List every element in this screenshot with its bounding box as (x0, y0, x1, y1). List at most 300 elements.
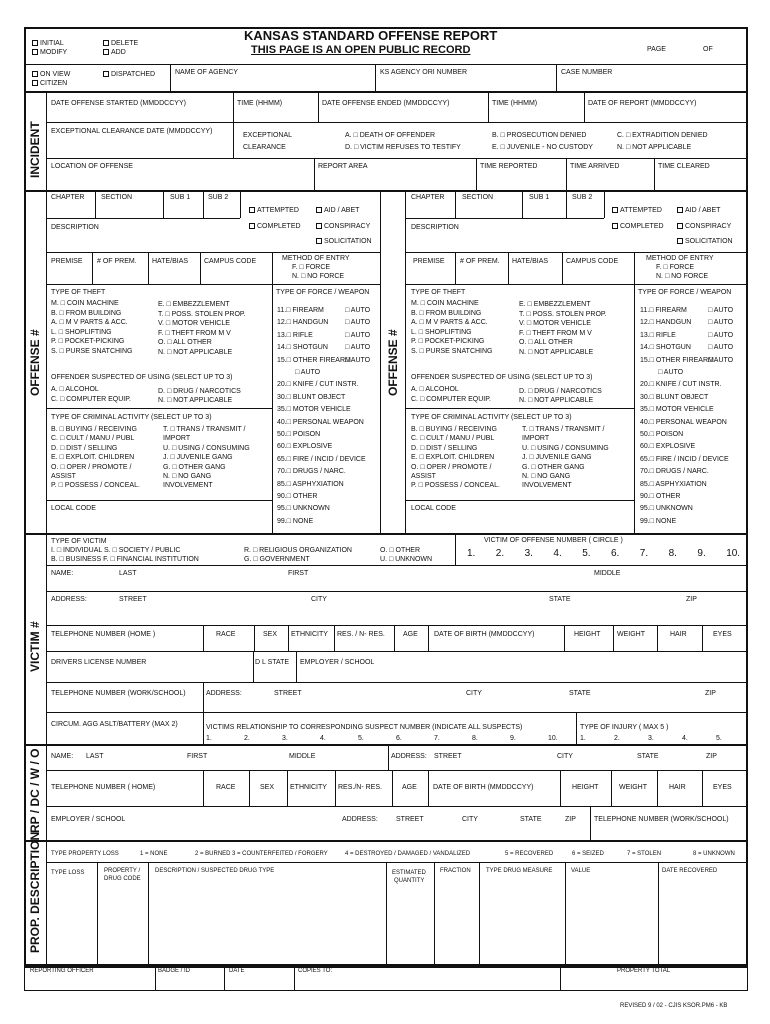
type-of-victim-title: TYPE OF VICTIM (51, 538, 107, 545)
solicitation-check-2[interactable]: SOLICITATION (677, 237, 733, 246)
victim-first[interactable]: FIRST (288, 570, 309, 577)
weapon-option[interactable]: 12.□ HANDGUN (640, 319, 692, 327)
rp-dob[interactable]: DATE OF BIRTH (MMDDCCYY) (433, 784, 534, 791)
victim-offense-number[interactable]: 7. (639, 548, 649, 559)
auto-check[interactable]: □ AUTO (708, 356, 734, 364)
injury-number[interactable]: 2. (614, 735, 620, 742)
theft-option[interactable]: F. □ THEFT FROM M V (158, 329, 231, 337)
weapon-option[interactable]: 90.□ OTHER (277, 493, 318, 500)
relationship-number[interactable]: 3. (282, 735, 288, 742)
num-premises-field-2[interactable]: # OF PREM. (460, 258, 500, 265)
method-of-entry: METHOD OF ENTRY (282, 255, 350, 262)
rp-residency[interactable]: RES./N- RES. (338, 784, 382, 791)
hate-bias-field[interactable]: HATE/BIAS (152, 258, 189, 265)
weapon-option[interactable]: 30.□ BLUNT OBJECT (640, 393, 709, 401)
campus-code-field[interactable]: CAMPUS CODE (204, 258, 257, 265)
time-ended[interactable]: TIME (HHMM) (492, 100, 538, 107)
theft-option[interactable]: E. □ EMBEZZLEMENT (158, 301, 230, 308)
prop-date-recovered[interactable]: DATE RECOVERED (662, 868, 718, 874)
weapon-option[interactable]: 90.□ OTHER (640, 493, 681, 500)
victim-weight[interactable]: WEIGHT (617, 631, 645, 638)
criminal-option[interactable]: T. □ TRANS / TRANSMIT / (522, 426, 605, 433)
criminal-option[interactable]: O. □ OPER / PROMOTE / (51, 463, 132, 471)
criminal-option[interactable]: C. □ CULT / MANU / PUBL (411, 435, 495, 443)
criminal-option[interactable]: D. □ DIST / SELLING (51, 444, 118, 452)
date-offense-started[interactable]: DATE OFFENSE STARTED (MMDDCCYY) (51, 100, 186, 107)
criminal-option[interactable]: B. □ BUYING / RECEIVING (411, 426, 497, 433)
rp-height[interactable]: HEIGHT (572, 784, 599, 791)
theft-option[interactable]: N. □ NOT APPLICABLE (519, 349, 594, 356)
theft-option[interactable]: L. □ SHOPLIFTING (51, 328, 112, 336)
criminal-activity-title: TYPE OF CRIMINAL ACTIVITY (SELECT UP TO 3) (51, 414, 212, 421)
rp-tel-home[interactable]: TELEPHONE NUMBER ( HOME) (51, 784, 156, 791)
exc-juvenile[interactable]: E. □ JUVENILE - NO CUSTODY (492, 144, 593, 151)
victim-employer[interactable]: EMPLOYER / SCHOOL (300, 659, 375, 666)
weapon-option[interactable]: 35.□ MOTOR VEHICLE (640, 406, 714, 414)
exc-prosecution-denied[interactable]: B. □ PROSECUTION DENIED (492, 132, 587, 139)
exceptional-clearance-date[interactable]: EXCEPTIONAL CLEARANCE DATE (MMDDCCYY) (51, 128, 213, 135)
victim-street[interactable]: STREET (119, 596, 147, 603)
victim-offense-number[interactable]: 6. (611, 548, 620, 559)
theft-option[interactable]: B. □ FROM BUILDING (51, 309, 122, 317)
criminal-activity-title-2: TYPE OF CRIMINAL ACTIVITY (SELECT UP TO 3) (411, 414, 572, 421)
weapon-option[interactable]: 65.□ FIRE / INCID / DEVICE (277, 455, 366, 463)
theft-option[interactable]: S. □ PURSE SNATCHING (51, 348, 133, 355)
rp-eyes[interactable]: EYES (713, 784, 732, 791)
weapon-option[interactable]: 15.□ OTHER FIREARM (640, 356, 714, 364)
victim-address2-label: ADDRESS: (206, 690, 242, 697)
chapter-field-2[interactable]: CHAPTER (411, 194, 445, 201)
criminal-option[interactable]: E. □ EXPLOIT. CHILDREN (51, 454, 135, 462)
theft-option[interactable]: T. □ POSS. STOLEN PROP. (158, 310, 246, 318)
criminal-option[interactable]: J. □ JUVENILE GANG (163, 454, 233, 462)
time-cleared[interactable]: TIME CLEARED (658, 163, 710, 170)
description-field[interactable]: DESCRIPTION (51, 224, 99, 231)
auto-check[interactable]: □ AUTO (658, 369, 684, 376)
rp-work-city[interactable]: CITY (462, 816, 478, 823)
auto-check[interactable]: □ AUTO (708, 344, 734, 352)
auto-check[interactable]: □ AUTO (345, 319, 371, 327)
chapter-field[interactable]: CHAPTER (51, 194, 85, 201)
criminal-option[interactable]: O. □ OPER / PROMOTE / (411, 463, 492, 471)
weapon-option[interactable]: 60.□ EXPLOSIVE (640, 443, 696, 451)
type-of-injury-title: TYPE OF INJURY ( MAX 5 ) (580, 724, 669, 731)
weapon-option[interactable]: 20.□ KNIFE / CUT INSTR. (640, 381, 722, 389)
criminal-option[interactable]: INVOLVEMENT (522, 482, 572, 490)
theft-option[interactable]: P. □ POCKET-PICKING (51, 338, 125, 346)
relationship-number[interactable]: 10. (548, 735, 558, 742)
hate-bias-field-2[interactable]: HATE/BIAS (512, 258, 549, 265)
property-loss-code: 1 = NONE (140, 851, 168, 857)
weapon-option[interactable]: 60.□ EXPLOSIVE (277, 443, 333, 451)
criminal-option[interactable]: G. □ OTHER GANG (163, 463, 226, 471)
auto-check[interactable]: □ AUTO (345, 356, 371, 364)
weapon-option[interactable]: 99.□ NONE (640, 517, 677, 525)
criminal-option[interactable]: U. □ USING / CONSUMING (522, 444, 609, 452)
rp-work-state[interactable]: STATE (520, 816, 542, 823)
exceptional-label: EXCEPTIONAL (243, 132, 293, 139)
weapon-option[interactable]: 14.□ SHOTGUN (640, 344, 691, 352)
theft-option[interactable]: E. □ EMBEZZLEMENT (519, 301, 591, 308)
sus-computer[interactable]: C. □ COMPUTER EQUIP. (51, 396, 131, 403)
check-add[interactable]: ADD (103, 48, 126, 57)
relationship-number[interactable]: 4. (320, 735, 326, 742)
theft-option[interactable]: S. □ PURSE SNATCHING (411, 348, 493, 355)
reporting-officer[interactable]: REPORTING OFFICER (30, 968, 94, 974)
date-of-report[interactable]: DATE OF REPORT (MMDDCCYY) (588, 100, 697, 107)
rp-zip[interactable]: ZIP (706, 753, 717, 760)
theft-option[interactable]: N. □ NOT APPLICABLE (158, 349, 233, 356)
premise-field-2[interactable]: PREMISE (413, 258, 445, 265)
property-total[interactable]: PROPERTY TOTAL (617, 968, 671, 974)
victim-work-city[interactable]: CITY (466, 690, 482, 697)
victim-offense-number[interactable]: 2. (495, 548, 505, 559)
criminal-option[interactable]: T. □ TRANS / TRANSMIT / (163, 426, 246, 433)
theft-option[interactable]: F. □ THEFT FROM M V (519, 329, 592, 337)
exc-not-applicable[interactable]: N. □ NOT APPLICABLE (617, 144, 692, 151)
auto-check[interactable]: □ AUTO (295, 369, 321, 376)
sub1-field[interactable]: SUB 1 (170, 194, 191, 201)
suspected-title-2: OFFENDER SUSPECTED OF USING (SELECT UP TO 3) (411, 374, 593, 381)
auto-check[interactable]: □ AUTO (708, 307, 734, 314)
criminal-option[interactable]: ASSIST (51, 473, 76, 480)
victim-type-row1[interactable]: I. □ INDIVIDUAL S. □ SOCIETY / PUBLIC (51, 547, 181, 554)
weapon-option[interactable]: 35.□ MOTOR VEHICLE (277, 406, 351, 414)
victim-zip[interactable]: ZIP (686, 596, 697, 603)
rp-address-label: ADDRESS: (391, 753, 427, 760)
check-citizen[interactable]: CITIZEN (32, 79, 67, 88)
victim-ethnicity[interactable]: ETHNICITY (291, 631, 328, 638)
victim-sex[interactable]: SEX (263, 631, 278, 638)
relationship-number[interactable]: 6. (396, 735, 402, 742)
report-area[interactable]: REPORT AREA (318, 163, 368, 170)
victim-race[interactable]: RACE (216, 631, 236, 638)
prop-value[interactable]: VALUE (571, 868, 591, 874)
rp-age[interactable]: AGE (402, 784, 417, 791)
sus-alcohol-2[interactable]: A. □ ALCOHOL (411, 386, 459, 393)
incident-side-label: INCIDENT (28, 121, 42, 178)
rp-middle[interactable]: MIDDLE (289, 753, 316, 760)
weapon-option[interactable]: 13.□ RIFLE (277, 331, 313, 339)
theft-option[interactable]: B. □ FROM BUILDING (411, 309, 482, 317)
local-code-field[interactable]: LOCAL CODE (51, 505, 96, 512)
injury-number[interactable]: 3. (648, 735, 654, 742)
victim-offense-number[interactable]: 3. (524, 548, 533, 559)
rp-employer[interactable]: EMPLOYER / SCHOOL (51, 816, 126, 823)
criminal-option[interactable]: N. □ NO GANG (163, 473, 212, 480)
check-modify[interactable]: MODIFY (32, 48, 67, 57)
weapon-option[interactable]: 14.□ SHOTGUN (277, 344, 328, 352)
rp-work-zip[interactable]: ZIP (565, 816, 576, 823)
type-of-theft-title: TYPE OF THEFT (51, 289, 106, 296)
victim-address-label: ADDRESS: (51, 596, 87, 603)
theft-option[interactable]: M. □ COIN MACHINE (51, 300, 119, 307)
weapon-option[interactable]: 95.□ UNKNOWN (640, 505, 693, 513)
rp-ethnicity[interactable]: ETHNICITY (290, 784, 327, 791)
victim-name-label: NAME: (51, 570, 74, 577)
no-force-check-2[interactable]: N. □ NO FORCE (656, 273, 709, 280)
victim-type-other[interactable]: O. □ OTHER (380, 547, 421, 554)
weapon-option[interactable]: 85.□ ASPHYXIATION (640, 480, 707, 488)
conspiracy-check[interactable]: CONSPIRACY (316, 222, 370, 231)
rp-tel-work[interactable]: TELEPHONE NUMBER (WORK/SCHOOL) (594, 816, 729, 823)
weapon-option[interactable]: 40.□ PERSONAL WEAPON (277, 418, 364, 426)
weapon-option[interactable]: 65.□ FIRE / INCID / DEVICE (640, 455, 729, 463)
page-label: PAGE (647, 46, 666, 53)
force-check-2[interactable]: F. □ FORCE (656, 264, 695, 271)
criminal-option[interactable]: J. □ JUVENILE GANG (522, 454, 592, 462)
auto-check[interactable]: □ AUTO (345, 331, 371, 339)
sub2-field[interactable]: SUB 2 (208, 194, 229, 201)
property-loss-code: 2 = BURNED (195, 851, 231, 857)
weapon-option[interactable]: 40.□ PERSONAL WEAPON (640, 418, 727, 426)
weapon-option[interactable]: 50.□ POISON (640, 431, 684, 438)
criminal-option[interactable]: B. □ BUYING / RECEIVING (51, 426, 137, 433)
prop-type-loss[interactable]: TYPE LOSS (51, 870, 85, 876)
rp-race[interactable]: RACE (216, 784, 236, 791)
time-started[interactable]: TIME (HHMM) (237, 100, 283, 107)
sus-not-applicable-2[interactable]: N. □ NOT APPLICABLE (519, 397, 594, 404)
auto-check[interactable]: □ AUTO (345, 307, 371, 314)
property-loss-code: 3 = COUNTERFEITED / FORGERY (232, 851, 328, 857)
local-code-field-2[interactable]: LOCAL CODE (411, 505, 456, 512)
check-on-view[interactable]: ON VIEW (32, 70, 70, 79)
attempted-check-2[interactable]: ATTEMPTED (612, 206, 662, 215)
sus-alcohol[interactable]: A. □ ALCOHOL (51, 386, 99, 393)
sub2-field-2[interactable]: SUB 2 (572, 194, 593, 201)
theft-option[interactable]: P. □ POCKET-PICKING (411, 338, 485, 346)
rp-sex[interactable]: SEX (260, 784, 275, 791)
weapon-option[interactable]: 99.□ NONE (277, 517, 314, 525)
completed-check[interactable]: COMPLETED (249, 222, 301, 231)
case-number-field[interactable]: CASE NUMBER (561, 69, 613, 76)
rp-street[interactable]: STREET (434, 753, 462, 760)
relationship-number[interactable]: 8. (472, 735, 478, 742)
victim-hair[interactable]: HAIR (670, 631, 687, 638)
rp-weight[interactable]: WEIGHT (619, 784, 647, 791)
rp-last[interactable]: LAST (86, 753, 104, 760)
injury-number[interactable]: 5. (716, 735, 722, 742)
badge-id[interactable]: BADGE / ID (158, 968, 191, 974)
victim-dl-state[interactable]: D L STATE (255, 659, 290, 666)
check-delete[interactable]: DELETE (103, 39, 138, 48)
criminal-option[interactable]: N. □ NO GANG (522, 473, 571, 480)
victim-tel-home[interactable]: TELEPHONE NUMBER (HOME ) (51, 631, 156, 638)
check-initial[interactable]: INITIAL (32, 39, 64, 48)
theft-option[interactable]: A. □ M V PARTS & ACC. (411, 319, 488, 327)
exc-victim-refuses[interactable]: D. □ VICTIM REFUSES TO TESTIFY (345, 144, 461, 151)
victim-type-unknown[interactable]: U. □ UNKNOWN (380, 556, 433, 563)
theft-option[interactable]: V. □ MOTOR VEHICLE (519, 320, 591, 328)
criminal-option[interactable]: P. □ POSSESS / CONCEAL. (51, 482, 140, 490)
theft-option[interactable]: O. □ ALL OTHER (158, 339, 212, 347)
prop-description[interactable]: DESCRIPTION / SUSPECTED DRUG TYPE (155, 868, 275, 874)
weapon-option[interactable]: 15.□ OTHER FIREARM (277, 356, 351, 364)
victim-work-street[interactable]: STREET (274, 690, 302, 697)
sus-not-applicable[interactable]: N. □ NOT APPLICABLE (158, 397, 233, 404)
relationship-number[interactable]: 9. (510, 735, 516, 742)
victim-offense-number[interactable]: 10. (726, 548, 741, 559)
footer-frame (24, 964, 748, 991)
no-force-check[interactable]: N. □ NO FORCE (292, 273, 345, 280)
victim-work-zip[interactable]: ZIP (705, 690, 716, 697)
num-premises-field[interactable]: # OF PREM. (97, 258, 137, 265)
property-loss-code: 8 = UNKNOWN (693, 851, 735, 857)
theft-option[interactable]: T. □ POSS. STOLEN PROP. (519, 310, 607, 318)
rp-name-label: NAME: (51, 753, 74, 760)
exc-extradition-denied[interactable]: C. □ EXTRADITION DENIED (617, 132, 708, 139)
weapon-title: TYPE OF FORCE / WEAPON (276, 289, 370, 296)
aid-abet-check-2[interactable]: AID / ABET (677, 206, 720, 215)
rp-city[interactable]: CITY (557, 753, 573, 760)
revised-note: REVISED 9 / 02 - CJIS KSOR.PM6 - KB (620, 1003, 728, 1009)
victim-tel-work[interactable]: TELEPHONE NUMBER (WORK/SCHOOL) (51, 690, 186, 697)
victim-offense-number[interactable]: 4. (553, 548, 562, 559)
victim-type-religious[interactable]: R. □ RELIGIOUS ORGANIZATION (244, 547, 352, 554)
victim-height[interactable]: HEIGHT (574, 631, 601, 638)
rp-hair[interactable]: HAIR (669, 784, 686, 791)
aid-abet-check[interactable]: AID / ABET (316, 206, 359, 215)
prop-estimated[interactable]: ESTIMATED (392, 870, 426, 876)
prop-drug-code[interactable]: DRUG CODE (104, 876, 141, 882)
relationship-number[interactable]: 1. (206, 735, 212, 742)
solicitation-check[interactable]: SOLICITATION (316, 237, 372, 246)
ks-agency-ori-field[interactable]: KS AGENCY ORI NUMBER (380, 69, 468, 76)
victim-middle[interactable]: MIDDLE (594, 570, 621, 577)
theft-option[interactable]: M. □ COIN MACHINE (411, 300, 479, 307)
weapon-option[interactable]: 95.□ UNKNOWN (277, 505, 330, 513)
victim-last[interactable]: LAST (119, 570, 137, 577)
prop-loss-title: TYPE PROPERTY LOSS (51, 851, 119, 857)
suspected-title: OFFENDER SUSPECTED OF USING (SELECT UP TO 3) (51, 374, 233, 381)
criminal-option[interactable]: IMPORT (163, 435, 191, 443)
auto-check[interactable]: □ AUTO (345, 344, 371, 352)
type-of-theft-title-2: TYPE OF THEFT (411, 289, 466, 296)
sus-drug[interactable]: D. □ DRUG / NARCOTICS (158, 388, 241, 395)
weapon-option[interactable]: 11.□ FIREARM (640, 307, 687, 314)
rp-state[interactable]: STATE (637, 753, 659, 760)
injury-number[interactable]: 4. (682, 735, 688, 742)
theft-option[interactable]: L. □ SHOPLIFTING (411, 328, 472, 336)
victim-drivers-license[interactable]: DRIVERS LICENSE NUMBER (51, 659, 147, 666)
form-title: KANSAS STANDARD OFFENSE REPORT (244, 28, 498, 43)
weapon-option[interactable]: 11.□ FIREARM (277, 307, 324, 314)
weapon-option[interactable]: 50.□ POISON (277, 431, 321, 438)
sub1-field-2[interactable]: SUB 1 (529, 194, 550, 201)
time-reported[interactable]: TIME REPORTED (480, 163, 538, 170)
exc-death-offender[interactable]: A. □ DEATH OF OFFENDER (345, 132, 436, 139)
victim-of-offense-title: VICTIM OF OFFENSE NUMBER ( CIRCLE ) (484, 537, 623, 544)
offense-side-label-left: OFFENSE # (28, 329, 42, 396)
check-dispatched[interactable]: DISPATCHED (103, 70, 155, 79)
weapon-option[interactable]: 13.□ RIFLE (640, 331, 676, 339)
offense-side-label-right: OFFENSE # (386, 329, 400, 396)
prop-fraction[interactable]: FRACTION (440, 868, 471, 874)
relationship-number[interactable]: 7. (434, 735, 440, 742)
prop-property[interactable]: PROPERTY / (104, 868, 141, 874)
attempted-check[interactable]: ATTEMPTED (249, 206, 299, 215)
force-check[interactable]: F. □ FORCE (292, 264, 331, 271)
criminal-option[interactable]: INVOLVEMENT (163, 482, 213, 490)
location-of-offense[interactable]: LOCATION OF OFFENSE (51, 163, 133, 170)
sus-drug-2[interactable]: D. □ DRUG / NARCOTICS (519, 388, 602, 395)
method-of-entry-2: METHOD OF ENTRY (646, 255, 714, 262)
criminal-option[interactable]: G. □ OTHER GANG (522, 463, 585, 471)
criminal-option[interactable]: IMPORT (522, 435, 550, 443)
time-arrived[interactable]: TIME ARRIVED (570, 163, 620, 170)
victim-eyes[interactable]: EYES (713, 631, 732, 638)
auto-check[interactable]: □ AUTO (708, 331, 734, 339)
property-loss-code: 5 = RECOVERED (505, 851, 554, 857)
circum-agg-aslt[interactable]: CIRCUM. AGG ASLT/BATTERY (MAX 2) (51, 721, 178, 728)
weapon-option[interactable]: 20.□ KNIFE / CUT INSTR. (277, 381, 359, 389)
property-loss-code: 6 = SEIZED (572, 851, 604, 857)
relationship-number[interactable]: 2. (244, 735, 250, 742)
relationship-number[interactable]: 5. (358, 735, 364, 742)
criminal-option[interactable]: ASSIST (411, 473, 436, 480)
victim-age[interactable]: AGE (403, 631, 418, 638)
criminal-option[interactable]: E. □ EXPLOIT. CHILDREN (411, 454, 495, 462)
description-field-2[interactable]: DESCRIPTION (411, 224, 459, 231)
injury-number[interactable]: 1. (580, 735, 586, 742)
criminal-option[interactable]: U. □ USING / CONSUMING (163, 444, 250, 452)
footer-date[interactable]: DATE (229, 968, 245, 974)
date-offense-ended[interactable]: DATE OFFENSE ENDED (MMDDCCYY) (322, 100, 450, 107)
weapon-option[interactable]: 12.□ HANDGUN (277, 319, 329, 327)
victim-dob[interactable]: DATE OF BIRTH (MMDDCCYY) (434, 631, 535, 638)
criminal-option[interactable]: P. □ POSSESS / CONCEAL. (411, 482, 500, 490)
weapon-option[interactable]: 85.□ ASPHYXIATION (277, 480, 344, 488)
auto-check[interactable]: □ AUTO (708, 319, 734, 327)
campus-code-field-2[interactable]: CAMPUS CODE (566, 258, 619, 265)
victim-type-row2[interactable]: B. □ BUSINESS F. □ FINANCIAL INSTITUTION (51, 556, 199, 563)
property-loss-code: 4 = DESTROYED / DAMAGED / VANDALIZED (345, 851, 471, 857)
agency-name-field[interactable]: NAME OF AGENCY (175, 69, 239, 76)
copies-to[interactable]: COPIES TO: (298, 968, 333, 974)
sus-computer-2[interactable]: C. □ COMPUTER EQUIP. (411, 396, 491, 403)
weapon-option[interactable]: 70.□ DRUGS / NARC. (640, 468, 709, 476)
prop-drug-measure[interactable]: TYPE DRUG MEASURE (486, 868, 553, 874)
weapon-option[interactable]: 30.□ BLUNT OBJECT (277, 393, 346, 401)
victim-offense-number[interactable]: 9. (697, 548, 706, 559)
weapon-title-2: TYPE OF FORCE / WEAPON (638, 289, 732, 296)
completed-check-2[interactable]: COMPLETED (612, 222, 664, 231)
victim-offense-number[interactable]: 8. (668, 548, 677, 559)
victim-work-state[interactable]: STATE (569, 690, 591, 697)
rp-first[interactable]: FIRST (187, 753, 208, 760)
criminal-option[interactable]: D. □ DIST / SELLING (411, 444, 478, 452)
rp-work-street[interactable]: STREET (396, 816, 424, 823)
theft-option[interactable]: O. □ ALL OTHER (519, 339, 573, 347)
prop-quantity[interactable]: QUANTITY (394, 878, 425, 884)
victim-city[interactable]: CITY (311, 596, 327, 603)
section-field-2[interactable]: SECTION (462, 194, 494, 201)
victim-residency[interactable]: RES. / N- RES. (337, 631, 385, 638)
theft-option[interactable]: V. □ MOTOR VEHICLE (158, 320, 230, 328)
section-field[interactable]: SECTION (101, 194, 133, 201)
victim-type-government[interactable]: G. □ GOVERNMENT (244, 556, 310, 563)
premise-field[interactable]: PREMISE (51, 258, 83, 265)
victim-offense-number[interactable]: 5. (582, 548, 591, 559)
weapon-option[interactable]: 70.□ DRUGS / NARC. (277, 468, 346, 476)
victim-state[interactable]: STATE (549, 596, 571, 603)
conspiracy-check-2[interactable]: CONSPIRACY (677, 222, 731, 231)
victim-side-label: VICTIM # (28, 621, 42, 672)
clearance-label: CLEARANCE (243, 144, 286, 151)
theft-option[interactable]: A. □ M V PARTS & ACC. (51, 319, 128, 327)
criminal-option[interactable]: C. □ CULT / MANU / PUBL (51, 435, 135, 443)
victim-offense-number[interactable]: 1. (467, 548, 476, 559)
